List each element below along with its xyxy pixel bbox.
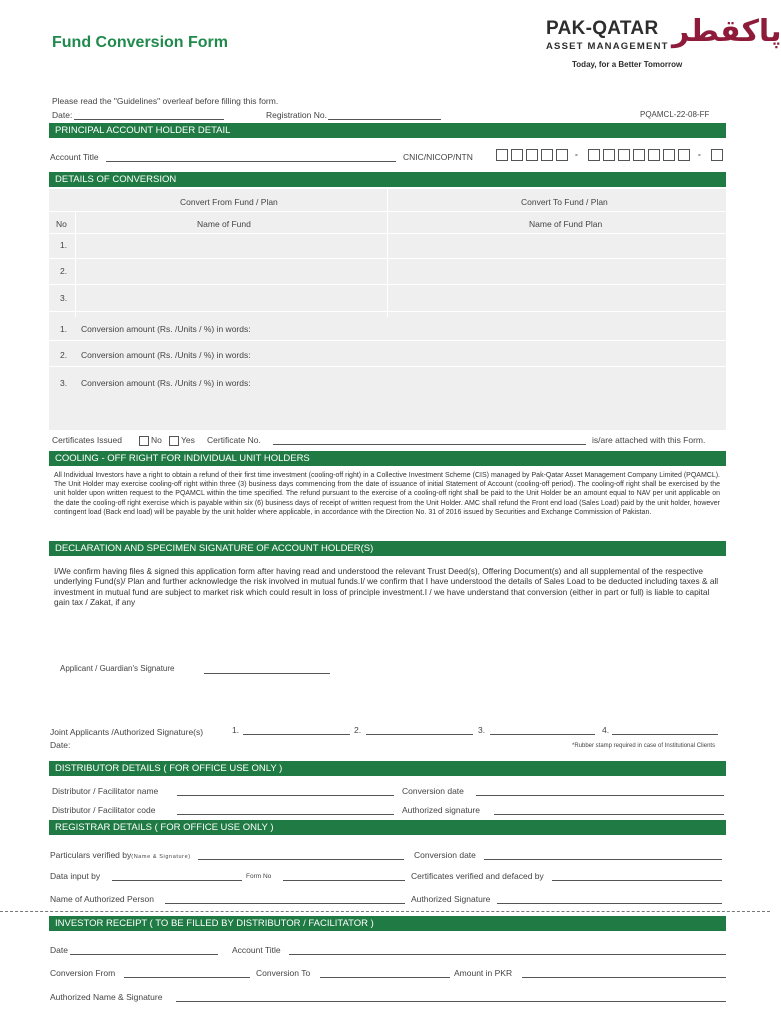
certificate-no-field[interactable]	[273, 444, 586, 445]
distributor-conversion-date-label: Conversion date	[402, 786, 464, 796]
cnic-digit-box[interactable]	[588, 149, 600, 161]
authorized-person-field[interactable]	[165, 903, 405, 904]
logo-urdu-text: پاکقطر	[672, 14, 781, 49]
cnic-separator: -	[575, 149, 578, 159]
checkbox[interactable]	[139, 436, 149, 446]
amount-row-number: 3.	[60, 378, 68, 388]
tagline: Today, for a Better Tomorrow	[572, 60, 683, 69]
fund-row-number: 3.	[60, 293, 68, 303]
authorized-person-label: Name of Authorized Person	[50, 894, 154, 904]
particulars-verified-label	[50, 850, 191, 860]
registrar-conversion-date-label: Conversion date	[414, 850, 476, 860]
form-title: Fund Conversion Form	[52, 34, 228, 51]
certificates-verified-field[interactable]	[552, 880, 722, 881]
cnic-digit-box[interactable]	[648, 149, 660, 161]
joint-signature-field[interactable]	[612, 734, 718, 735]
data-input-label: Data input by	[50, 871, 101, 881]
particulars-label-text: Particulars verified by	[50, 850, 132, 860]
receipt-conversion-from-field[interactable]	[124, 977, 250, 978]
row-divider	[49, 211, 726, 212]
receipt-conversion-to-label: Conversion To	[256, 968, 311, 978]
logo-main-text: PAK-QATAR	[546, 18, 659, 39]
joint-applicants-label: Joint Applicants /Authorized Signature(s)	[50, 727, 204, 737]
yes-option-label: Yes	[181, 435, 195, 445]
cnic-digit-box[interactable]	[618, 149, 630, 161]
joint-signature-field[interactable]	[243, 734, 350, 735]
cut-line	[0, 911, 770, 912]
rubber-stamp-note: *Rubber stamp required in case of Institutional Clients	[572, 743, 716, 749]
signature-number: 2.	[354, 725, 362, 735]
registrar-authorized-signature-label: Authorized Signature	[411, 894, 491, 904]
amount-row-label: Conversion amount (Rs. /Units / %) in words:	[81, 350, 251, 360]
joint-signature-field[interactable]	[490, 734, 595, 735]
signature-number: 3.	[478, 725, 486, 735]
cnic-digit-box[interactable]	[511, 149, 523, 161]
date-label: Date:	[52, 110, 73, 120]
certificate-no-label: Certificate No.	[207, 435, 261, 445]
receipt-amount-label: Amount in PKR	[454, 968, 513, 978]
amount-row-label: Conversion amount (Rs. /Units / %) in words:	[81, 324, 251, 334]
column-divider	[387, 189, 388, 317]
distributor-header: DISTRIBUTOR DETAILS ( FOR OFFICE USE ONLY )	[49, 761, 726, 776]
registration-label: Registration No.	[266, 110, 327, 120]
applicant-signature-label: Applicant / Guardian's Signature	[60, 664, 175, 673]
logo-sub-text: ASSET MANAGEMENT	[546, 41, 669, 52]
form-no-label: Form No	[246, 873, 272, 880]
receipt-date-label: Date	[50, 945, 68, 955]
registrar-header: REGISTRAR DETAILS ( FOR OFFICE USE ONLY )	[49, 820, 726, 835]
cooling-text: All Individual Investors have a right to obtain a refund of their first time investment (cooling-off right) in a Collective Investment Scheme (CIS) managed by Pak-Qatar Asset Management Company Limited (PQAMCL). The Unit Holder may exercise cooling-off right within three (3) business days commencing from the date of issuance of initial Statement of Account (cooling-off period). The cooling-off right shall be exercised by the unit holder upon written request to the PQAMCL within the time specified. The refund pursuant to the exercise of a cooling-off right shall be paid to the Unit Holder be an amount equal to NAV per unit applicable on the date the cooling-off right exercise which is payable within six (6) business days of receipt of written request from the Unit Holder. AMC shall refund the Front end load (Sales Load) paid by the unit holder, however contingent load (Back end load) will be payable by the unit holder where applicable, in accordance with the Direction No. 31 of 2016 issued by Securities and Exchange Commission of Pakistan.	[54, 472, 720, 516]
row-divider	[49, 233, 726, 234]
guidelines-note: Please read the "Guidelines" overleaf before filling this form.	[52, 96, 279, 106]
form-no-field[interactable]	[283, 880, 405, 881]
no-column-label: No	[56, 219, 67, 229]
cnic-label: CNIC/NICOP/NTN	[403, 152, 473, 162]
receipt-authorized-name-field[interactable]	[176, 1001, 726, 1002]
principal-header: PRINCIPAL ACCOUNT HOLDER DETAIL	[49, 123, 726, 138]
cnic-separator: -	[698, 149, 701, 159]
date-field[interactable]	[74, 119, 224, 120]
fund-row-number: 1.	[60, 240, 68, 250]
fund-name-label: Name of Fund	[197, 219, 251, 229]
amount-row-number: 1.	[60, 324, 68, 334]
cnic-digit-box[interactable]	[633, 149, 645, 161]
distributor-name-label: Distributor / Facilitator name	[52, 786, 159, 796]
conversion-header: DETAILS OF CONVERSION	[49, 172, 726, 187]
signature-number: 4.	[602, 725, 610, 735]
particulars-verified-field[interactable]	[198, 859, 404, 860]
row-divider	[49, 340, 726, 341]
convert-from-label: Convert From Fund / Plan	[180, 197, 278, 207]
certificates-issued-label: Certificates Issued	[52, 435, 122, 445]
cnic-digit-box[interactable]	[541, 149, 553, 161]
certificate-yes-option[interactable]	[167, 435, 195, 446]
attached-label: is/are attached with this Form.	[592, 435, 706, 445]
declaration-text: I/We confirm having files & signed this application form after having read and understood the relevant Trust Deed(s), Offering Document(s) and all supplemental of the respective underlying Fund(s)/ Plan and further acknowledge the risk involved in mutual funds.I/ we confirm that I have understood the details of Sales Load to be deducted including taxes & all investment in mutual fund are subject to market risk which could result in loss of principle investment.I / we have understand that conversion (either in part or full) is liable to capital gain tax / Zakat, if any	[54, 566, 719, 608]
registrar-conversion-date-field[interactable]	[484, 859, 722, 860]
convert-to-label: Convert To Fund / Plan	[521, 197, 608, 207]
declaration-date-label: Date:	[50, 740, 71, 750]
receipt-date-field[interactable]	[70, 954, 218, 955]
distributor-code-field[interactable]	[177, 814, 394, 815]
distributor-authorized-signature-field[interactable]	[494, 814, 724, 815]
amount-row-label: Conversion amount (Rs. /Units / %) in words:	[81, 378, 251, 388]
receipt-amount-field[interactable]	[522, 977, 726, 978]
applicant-signature-field[interactable]	[204, 673, 330, 674]
cnic-digit-box[interactable]	[556, 149, 568, 161]
data-input-field[interactable]	[112, 880, 242, 881]
cnic-digit-box[interactable]	[663, 149, 675, 161]
cnic-digit-box[interactable]	[526, 149, 538, 161]
row-divider	[49, 311, 726, 312]
amount-row-number: 2.	[60, 350, 68, 360]
distributor-name-field[interactable]	[177, 795, 394, 796]
checkbox[interactable]	[169, 436, 179, 446]
joint-signature-field[interactable]	[366, 734, 473, 735]
receipt-conversion-to-field[interactable]	[320, 977, 450, 978]
fund-row-number: 2.	[60, 266, 68, 276]
form-code: PQAMCL-22-08-FF	[640, 110, 710, 119]
distributor-code-label: Distributor / Facilitator code	[52, 805, 156, 815]
column-divider	[75, 212, 76, 317]
declaration-header: DECLARATION AND SPECIMEN SIGNATURE OF ACCOUNT HOLDER(S)	[49, 541, 726, 556]
row-divider	[49, 366, 726, 367]
receipt-authorized-name-label: Authorized Name & Signature	[50, 992, 163, 1002]
receipt-conversion-from-label: Conversion From	[50, 968, 116, 978]
certificate-no-option[interactable]	[137, 435, 162, 446]
cooling-header: COOLING - OFF RIGHT FOR INDIVIDUAL UNIT HOLDERS	[49, 451, 726, 466]
cnic-digit-box[interactable]	[603, 149, 615, 161]
fund-plan-label: Name of Fund Plan	[529, 219, 603, 229]
account-title-label: Account Title	[50, 152, 99, 162]
receipt-header: INVESTOR RECEIPT ( TO BE FILLED BY DISTRIBUTOR / FACILITATOR )	[49, 916, 726, 931]
no-option-label: No	[151, 435, 162, 445]
cnic-digit-box[interactable]	[496, 149, 508, 161]
distributor-conversion-date-field[interactable]	[476, 795, 724, 796]
registrar-authorized-signature-field[interactable]	[497, 903, 722, 904]
registration-field[interactable]	[328, 119, 441, 120]
row-divider	[49, 258, 726, 259]
cnic-digit-box[interactable]	[711, 149, 723, 161]
receipt-account-title-label: Account Title	[232, 945, 281, 955]
certificates-verified-label: Certificates verified and defaced by	[411, 871, 544, 881]
receipt-account-title-field[interactable]	[289, 954, 726, 955]
row-divider	[49, 284, 726, 285]
distributor-authorized-signature-label: Authorized signature	[402, 805, 480, 815]
account-title-field[interactable]	[106, 161, 396, 162]
particulars-sub-label: (Name & Signature)	[131, 854, 191, 860]
signature-number: 1.	[232, 725, 240, 735]
cnic-digit-box[interactable]	[678, 149, 690, 161]
